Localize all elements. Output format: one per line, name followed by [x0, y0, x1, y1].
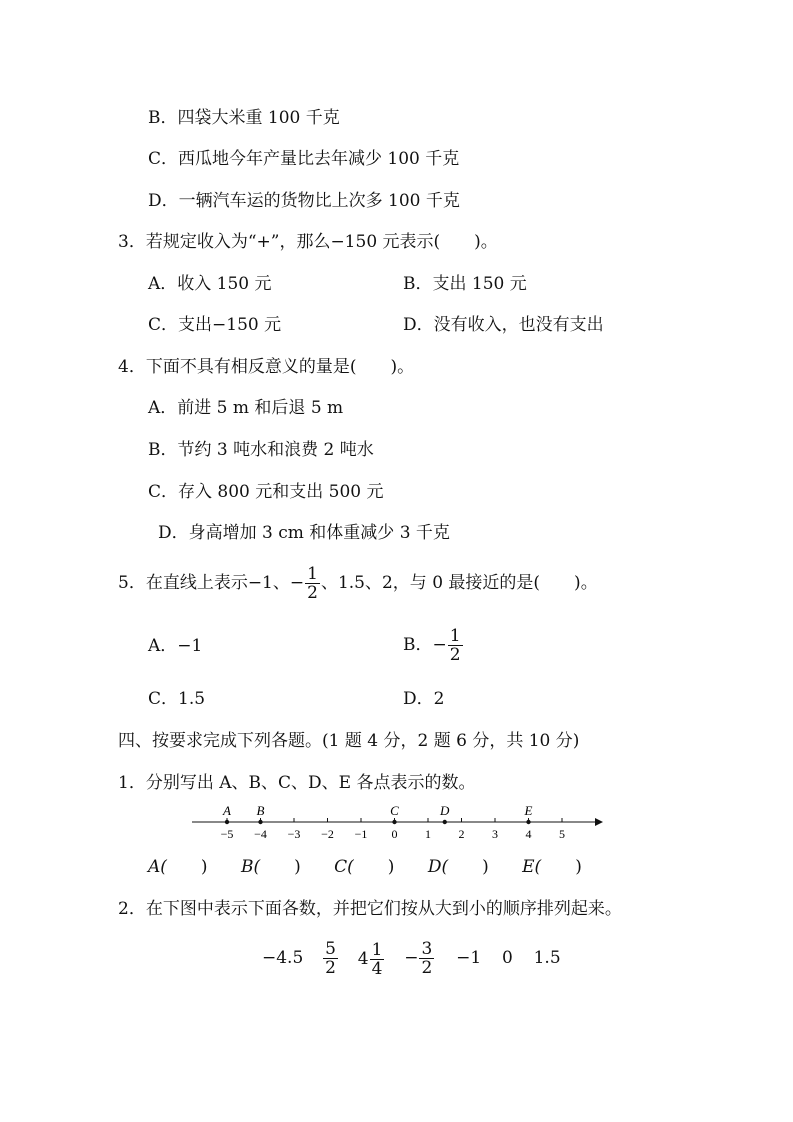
q4-option-b: B．节约 3 吨水和浪费 2 吨水	[148, 440, 374, 460]
q5-option-b-fraction	[448, 627, 463, 664]
answer-a[interactable]	[148, 857, 208, 877]
q3-option-c: C．支出−150 元	[148, 315, 282, 335]
answer-c-label: C(	[334, 857, 354, 877]
q4-option-c: C．存入 800 元和支出 500 元	[148, 482, 384, 502]
number-1-5: 1.5	[533, 948, 561, 968]
close-paren: )	[575, 857, 582, 877]
answer-d-label: D(	[427, 857, 449, 877]
answer-c[interactable]	[334, 857, 394, 877]
number-line-tick-label: −2	[321, 827, 334, 841]
number-0: 0	[501, 948, 513, 968]
answer-b-label: B(	[240, 857, 261, 877]
number-line-tick-label: −3	[287, 827, 301, 841]
number-line-tick-label: 3	[492, 827, 498, 841]
q5-stem-pre: 5．在直线上表示−1、−	[118, 573, 305, 593]
fraction-numerator: 5	[325, 939, 336, 959]
q5-stem-post: 、1.5、2，与 0 最接近的是( )。	[320, 573, 598, 593]
close-paren: )	[294, 857, 301, 877]
number-line-arrow	[595, 818, 603, 826]
mixed-whole: 4	[357, 948, 369, 969]
q4-option-d: D．身高增加 3 cm 和体重减少 3 千克	[158, 523, 450, 543]
number-line-point-label: B	[256, 803, 265, 818]
number-line-point-label: A	[223, 803, 231, 818]
number-line	[185, 798, 605, 846]
q3-option-a: A．收入 150 元	[148, 274, 272, 294]
number-line-point	[443, 820, 447, 824]
q3-option-b: B．支出 150 元	[403, 274, 527, 294]
q5-option-b-label: B．−	[403, 635, 447, 655]
mixed-number-4-1-4	[358, 939, 386, 979]
answer-e[interactable]	[522, 857, 582, 877]
number-line-point-label: C	[390, 803, 399, 818]
q5-stem	[118, 564, 598, 602]
close-paren: )	[482, 857, 489, 877]
number-line-tick-label: −5	[220, 827, 234, 841]
number-line-tick-label: 0	[391, 827, 398, 841]
fraction-numerator: 1	[307, 564, 318, 584]
number-line-tick-label: −4	[254, 827, 267, 841]
number-line-point-label: E	[524, 803, 533, 818]
number-line-point	[526, 820, 530, 824]
number-line-tick-label: −1	[354, 827, 368, 841]
number-line-tick-label: 5	[559, 827, 565, 841]
answer-d[interactable]	[428, 857, 489, 877]
number-line-tick-label: 1	[425, 827, 431, 841]
number-neg-4-5: −4.5	[262, 948, 304, 968]
q5-stem-fraction	[305, 565, 320, 602]
fraction-denominator: 2	[421, 958, 433, 978]
fraction-5-2	[323, 940, 338, 977]
number-line-point-label: D	[440, 803, 450, 818]
fraction-denominator: 2	[449, 645, 461, 665]
section4-heading: 四、按要求完成下列各题。(1 题 4 分，2 题 6 分，共 10 分)	[118, 731, 580, 751]
fraction-numerator: 1	[371, 939, 383, 960]
number-line-point	[258, 820, 262, 824]
number-line-tick-label: 4	[525, 827, 532, 841]
section4-q2-stem: 2．在下图中表示下面各数，并把它们按从大到小的顺序排列起来。	[118, 899, 622, 919]
q3-stem: 3．若规定收入为“+”，那么−150 元表示( )。	[118, 232, 498, 252]
answer-a-label: A(	[148, 857, 167, 877]
q5-option-c: C．1.5	[148, 689, 206, 709]
close-paren: )	[387, 857, 395, 877]
number-neg-1: −1	[456, 948, 482, 968]
q4-stem: 4．下面不具有相反意义的量是( )。	[118, 357, 415, 377]
fraction-denominator: 2	[325, 958, 336, 978]
minus-sign: −	[404, 948, 419, 968]
q5-option-a: A．−1	[148, 636, 203, 656]
close-paren: )	[200, 857, 208, 877]
answer-e-label: E(	[522, 857, 542, 877]
q5-option-b	[403, 625, 464, 665]
number-line-point	[392, 820, 396, 824]
q2-option-c: C．西瓜地今年产量比去年减少 100 千克	[148, 149, 460, 169]
section4-q1-stem: 1．分别写出 A、B、C、D、E 各点表示的数。	[118, 773, 476, 793]
q5-option-d: D．2	[403, 689, 445, 709]
number-line-point	[225, 820, 229, 824]
answer-b[interactable]	[241, 857, 301, 877]
fraction-numerator: 3	[421, 939, 433, 959]
number-line-tick-label: 2	[458, 827, 465, 841]
answer-blanks	[148, 856, 582, 878]
fraction-neg-3-2	[419, 940, 434, 977]
q2-option-d: D．一辆汽车运的货物比上次多 100 千克	[148, 191, 460, 211]
fraction-denominator: 2	[307, 583, 318, 603]
q4-option-a: A．前进 5 m 和后退 5 m	[148, 398, 344, 418]
numbers-to-order	[262, 938, 561, 979]
fraction-denominator: 4	[371, 958, 383, 979]
fraction-numerator: 1	[449, 626, 461, 646]
q2-option-b: B．四袋大米重 100 千克	[148, 108, 340, 128]
q3-option-d: D．没有收入，也没有支出	[403, 315, 604, 335]
